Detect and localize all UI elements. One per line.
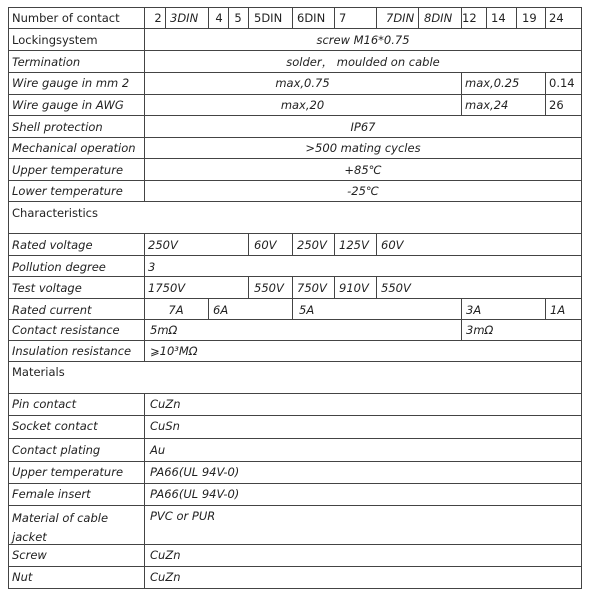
- wire-gauge-awg-main: max,20: [280, 98, 325, 112]
- cable-jacket-value: PVC or PUR: [150, 509, 216, 523]
- rated-current-3a: 3A: [466, 303, 482, 317]
- row-divider: [8, 483, 582, 484]
- row-divider: [8, 255, 582, 256]
- column-divider: [486, 7, 487, 29]
- contact-resistance-5mohm: 5mΩ: [150, 323, 178, 337]
- label-column-divider: [144, 393, 145, 589]
- row-divider: [8, 415, 582, 416]
- column-divider: [545, 298, 546, 320]
- label-female-insert: Female insert: [12, 487, 91, 501]
- label-test-voltage: Test voltage: [12, 281, 82, 295]
- column-divider: [461, 7, 462, 29]
- border-bottom: [8, 588, 582, 589]
- column-divider: [292, 276, 293, 299]
- rated-current-1a: 1A: [550, 303, 566, 317]
- column-divider: [376, 7, 377, 29]
- label-shell-protection: Shell protection: [12, 120, 103, 134]
- label-screw: Screw: [12, 548, 47, 562]
- socket-contact-value: CuSn: [150, 419, 180, 433]
- wire-gauge-awg-small: 26: [549, 98, 564, 112]
- rated-current-5a: 5A: [299, 303, 315, 317]
- column-divider: [248, 276, 249, 299]
- label-pollution-degree: Pollution degree: [12, 260, 106, 274]
- materials-upper-temperature-value: PA66(UL 94V-0): [150, 465, 240, 479]
- column-divider: [292, 233, 293, 256]
- contact-count-5din: 5DIN: [254, 11, 283, 25]
- nut-value: CuZn: [150, 570, 181, 584]
- column-divider: [516, 7, 517, 29]
- label-lower-temperature: Lower temperature: [12, 184, 123, 198]
- contact-plating-value: Au: [150, 443, 166, 457]
- column-divider: [292, 7, 293, 29]
- wire-gauge-mm2-main: max,0.75: [275, 76, 330, 90]
- rated-voltage-250v: 250V: [148, 238, 178, 252]
- contact-count-12: 12: [462, 11, 477, 25]
- column-divider: [461, 298, 462, 320]
- column-divider: [461, 72, 462, 116]
- column-divider: [292, 298, 293, 320]
- insulation-resistance-value: ⩾10³MΩ: [150, 344, 198, 358]
- test-voltage-550v: 550V: [254, 281, 284, 295]
- label-pin-contact: Pin contact: [12, 397, 77, 411]
- label-column-divider: [144, 7, 145, 202]
- column-divider: [461, 319, 462, 341]
- wire-gauge-awg-mid: max,24: [465, 98, 509, 112]
- row-divider: [8, 158, 582, 159]
- test-voltage-1750v: 1750V: [148, 281, 186, 295]
- row-divider: [8, 72, 582, 73]
- row-divider: [8, 180, 582, 181]
- rated-current-6a: 6A: [213, 303, 229, 317]
- shell-protection-value: IP67: [350, 120, 376, 134]
- row-divider: [8, 137, 582, 138]
- row-divider: [8, 319, 582, 320]
- row-divider: [8, 276, 582, 277]
- label-materials-upper-temperature: Upper temperature: [12, 465, 124, 479]
- rated-voltage-60v: 60V: [254, 238, 277, 252]
- row-divider: [8, 201, 582, 202]
- label-wire-gauge-mm2: Wire gauge in mm 2: [12, 76, 130, 90]
- row-divider: [8, 566, 582, 567]
- row-divider: [8, 50, 582, 51]
- column-divider: [376, 276, 377, 299]
- test-voltage-750v: 750V: [297, 281, 327, 295]
- row-divider: [8, 393, 582, 394]
- column-divider: [208, 7, 209, 29]
- female-insert-value: PA66(UL 94V-0): [150, 487, 240, 501]
- label-nut: Nut: [12, 570, 33, 584]
- label-wire-gauge-awg: Wire gauge in AWG: [12, 98, 124, 112]
- label-cable-jacket: Material of cable jacket: [12, 511, 109, 544]
- column-divider: [228, 7, 229, 29]
- termination-value: solder， moulded on cable: [286, 55, 440, 69]
- row-divider: [8, 361, 582, 362]
- rated-voltage-60v-b: 60V: [381, 238, 404, 252]
- row-divider: [8, 461, 582, 462]
- row-divider: [8, 28, 582, 29]
- rated-current-7a: 7A: [168, 303, 184, 317]
- column-divider: [248, 233, 249, 256]
- locking-system-value: screw M16*0.75: [316, 33, 410, 47]
- contact-count-3din: 3DIN: [170, 11, 199, 25]
- connector-spec-table: [8, 7, 582, 589]
- label-contact-resistance: Contact resistance: [12, 323, 120, 337]
- column-divider: [545, 7, 546, 29]
- column-divider: [334, 233, 335, 256]
- contact-count-2: 2: [154, 11, 162, 25]
- row-divider: [8, 340, 582, 341]
- label-socket-contact: Socket contact: [12, 419, 98, 433]
- column-divider: [248, 7, 249, 29]
- label-rated-voltage: Rated voltage: [12, 238, 93, 252]
- pin-contact-value: CuZn: [150, 397, 181, 411]
- contact-count-8din: 8DIN: [424, 11, 453, 25]
- row-divider: [8, 544, 582, 545]
- contact-count-5: 5: [234, 11, 242, 25]
- label-insulation-resistance: Insulation resistance: [12, 344, 132, 358]
- test-voltage-550v-b: 550V: [381, 281, 411, 295]
- test-voltage-910v: 910V: [339, 281, 369, 295]
- label-termination: Termination: [12, 55, 81, 69]
- pollution-degree-value: 3: [148, 260, 156, 274]
- label-number-of-contact: Number of contact: [12, 11, 120, 25]
- contact-count-4: 4: [215, 11, 223, 25]
- label-rated-current: Rated current: [12, 303, 92, 317]
- row-divider: [8, 233, 582, 234]
- row-divider: [8, 298, 582, 299]
- screw-value: CuZn: [150, 548, 181, 562]
- column-divider: [376, 233, 377, 256]
- rated-voltage-250v-b: 250V: [297, 238, 327, 252]
- contact-count-6din: 6DIN: [297, 11, 326, 25]
- upper-temperature-value: +85℃: [344, 163, 382, 177]
- wire-gauge-mm2-small: 0.14: [549, 76, 575, 90]
- section-heading-materials: Materials: [12, 365, 65, 379]
- row-divider: [8, 505, 582, 506]
- row-divider: [8, 115, 582, 116]
- contact-count-7din: 7DIN: [386, 11, 415, 25]
- column-divider: [165, 7, 166, 29]
- label-mechanical-operation: Mechanical operation: [12, 141, 136, 155]
- contact-count-19: 19: [522, 11, 537, 25]
- wire-gauge-mm2-mid: max,0.25: [465, 76, 520, 90]
- contact-count-7: 7: [339, 11, 347, 25]
- mechanical-operation-value: >500 mating cycles: [305, 141, 421, 155]
- rated-voltage-125v: 125V: [339, 238, 369, 252]
- label-locking-system: Lockingsystem: [12, 33, 98, 47]
- row-divider: [8, 438, 582, 439]
- lower-temperature-value: -25℃: [347, 184, 379, 198]
- column-divider: [334, 7, 335, 29]
- row-divider: [8, 94, 582, 95]
- label-upper-temperature: Upper temperature: [12, 163, 124, 177]
- column-divider: [418, 7, 419, 29]
- section-heading-characteristics: Characteristics: [12, 206, 98, 220]
- contact-count-14: 14: [491, 11, 506, 25]
- contact-count-24: 24: [549, 11, 564, 25]
- contact-resistance-3mohm: 3mΩ: [466, 323, 494, 337]
- column-divider: [334, 276, 335, 299]
- column-divider: [208, 298, 209, 320]
- label-contact-plating: Contact plating: [12, 443, 101, 457]
- border-top: [8, 7, 582, 8]
- label-column-divider: [144, 233, 145, 362]
- column-divider: [545, 72, 546, 116]
